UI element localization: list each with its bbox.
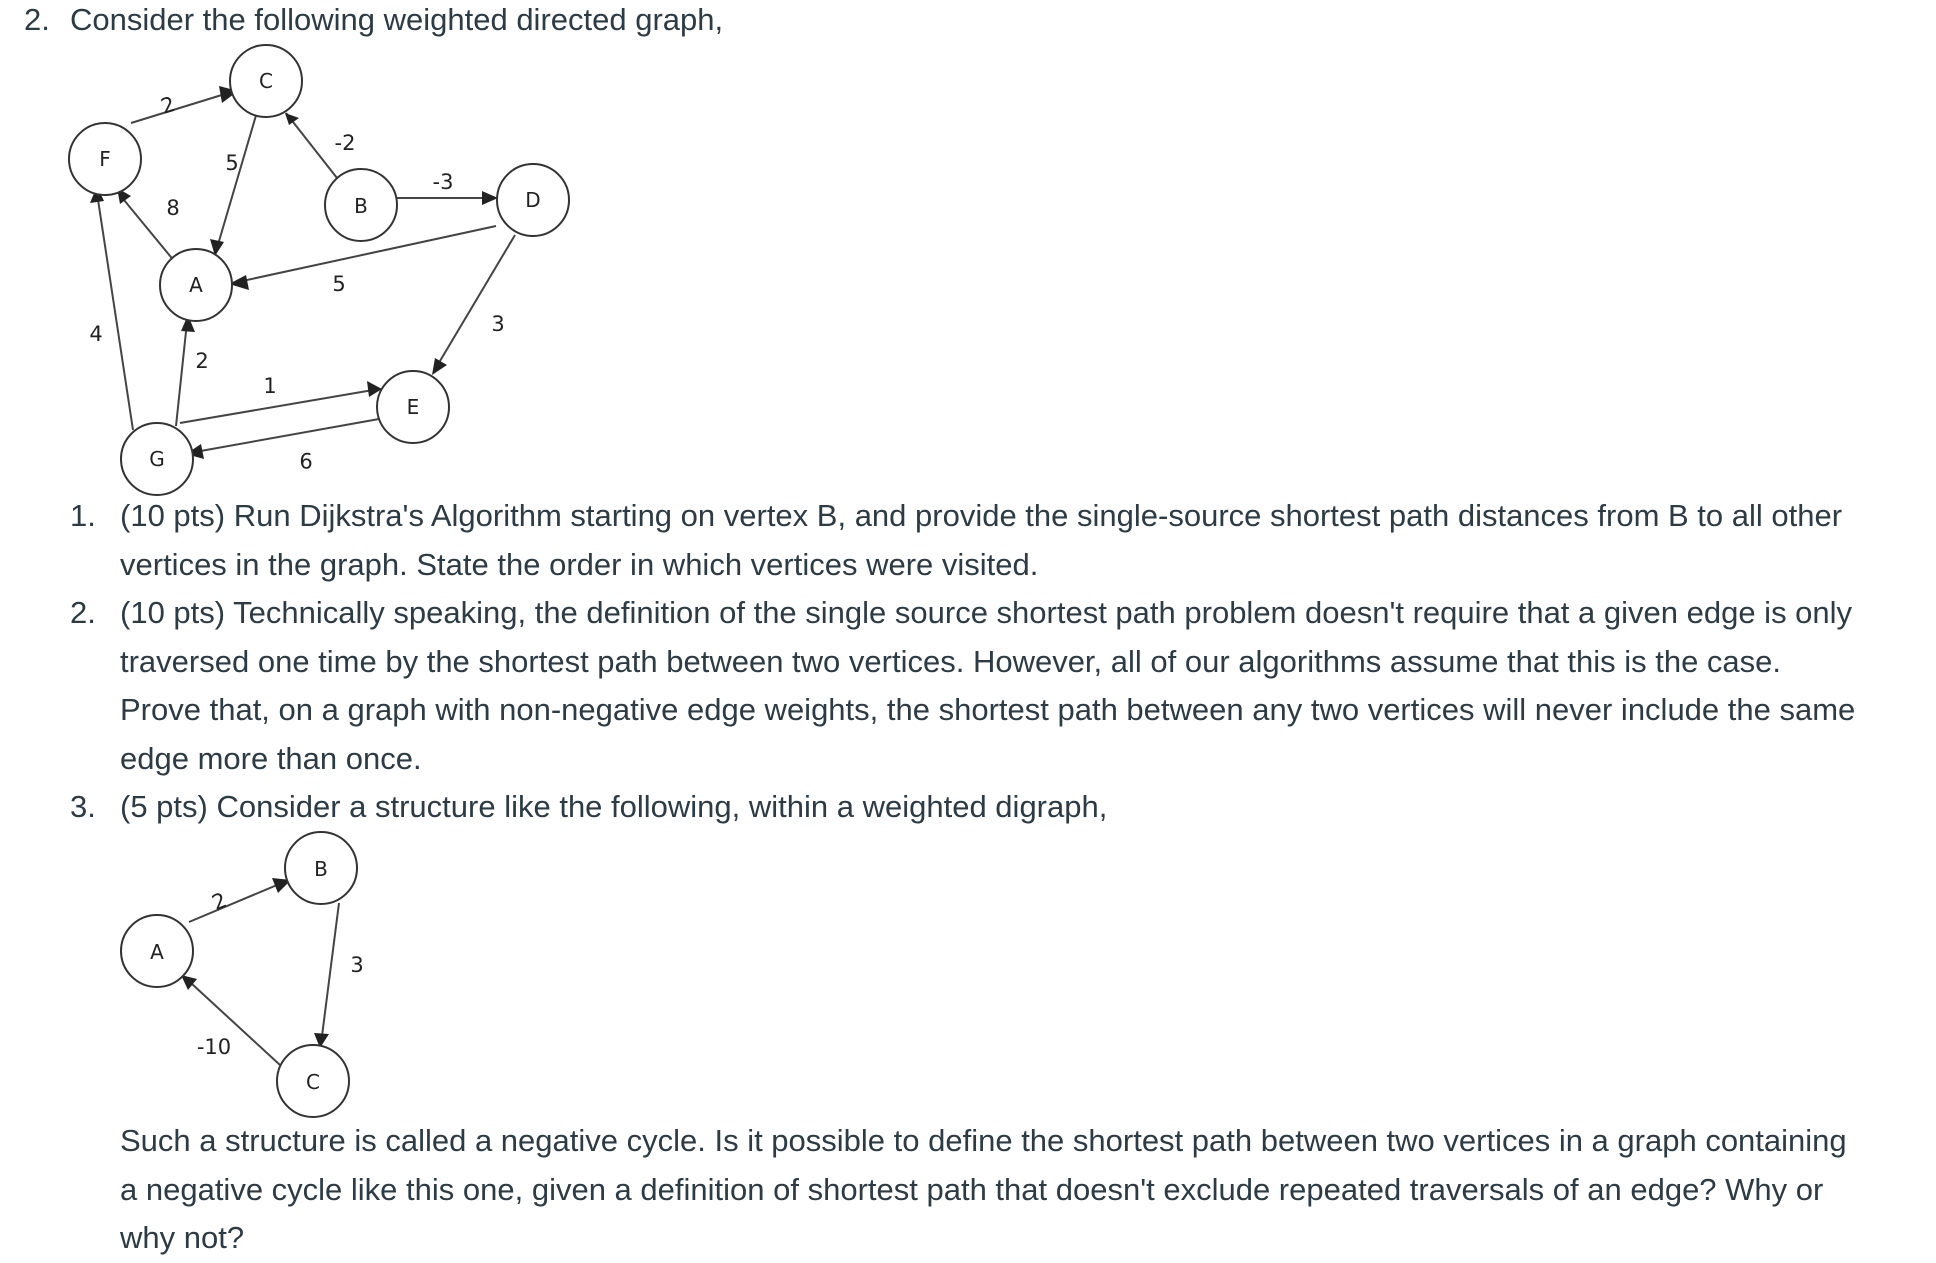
node-label-b: B	[354, 194, 368, 218]
graph1-node-e	[377, 371, 449, 443]
subquestion-list	[70, 492, 1870, 832]
edge2-B-C	[322, 903, 339, 1036]
edge-C-A	[217, 112, 257, 248]
graph1-node-c	[230, 45, 302, 117]
edge-D-E	[437, 235, 515, 366]
graph2-node-b	[285, 832, 357, 904]
weight-G-E: 1	[263, 374, 277, 398]
subquestion-1-text: (10 pts) Run Dijkstra's Algorithm starting on vertex B, and provide the single-source shortest path distances from B to all other vertices in the graph. State the order in which vertices were visited.	[120, 498, 1843, 582]
question-number: 2.	[24, 2, 50, 37]
node-label-a: A	[189, 273, 203, 297]
weight2-B-C: 3	[350, 953, 364, 977]
weight-D-A: 5	[332, 272, 346, 296]
node2-label-a: A	[150, 940, 164, 964]
subquestion-1-number: 1.	[70, 498, 96, 533]
question-heading	[24, 0, 723, 40]
edge-G-F	[97, 193, 133, 430]
weight-C-A: 5	[225, 151, 239, 175]
arrowhead-B-D	[482, 191, 498, 205]
negative-cycle-question: Such a structure is called a negative cycle. Is it possible to define the shortest path between two vertices in a graph containing a negative cycle like this one, given a definition of shortest path that doesn't exclude repeated traversals of an edge? Why or why not?	[120, 1123, 1847, 1255]
node2-label-b: B	[314, 857, 328, 881]
subquestion-3-text: (5 pts) Consider a structure like the following, within a weighted digraph,	[120, 789, 1108, 824]
weight-G-A: 2	[195, 349, 209, 373]
node-label-f: F	[99, 147, 111, 171]
graph1-node-a	[160, 249, 232, 321]
weight-E-G: 9	[299, 448, 313, 472]
graph1-node-d	[497, 164, 569, 236]
graph2-arrowheads	[181, 878, 329, 1048]
weight2-A-B: 2	[208, 887, 231, 916]
edge-F-C	[131, 91, 225, 123]
edge-E-G	[195, 419, 379, 452]
edge-G-A	[176, 322, 187, 426]
graph2-node-c	[277, 1045, 349, 1117]
node-label-g: G	[149, 447, 165, 471]
subquestion-1	[70, 492, 1870, 589]
question-heading-text: Consider the following weighted directed graph,	[70, 2, 724, 37]
weight-A-F: 8	[166, 196, 180, 220]
graph1-node-g	[121, 423, 193, 495]
graph2-node-a	[121, 915, 193, 987]
node-label-c: C	[259, 69, 273, 93]
graph2-weights	[197, 888, 364, 1059]
weight2-C-A: -10	[196, 1035, 232, 1059]
weight-G-F: 4	[89, 322, 103, 346]
weight-B-D: -3	[432, 170, 454, 194]
node-label-e: E	[406, 395, 420, 419]
graph1-node-f	[69, 123, 141, 195]
weight-D-E: 3	[491, 312, 505, 336]
arrowhead-B-C	[285, 113, 299, 125]
negative-cycle-graph	[0, 830, 420, 1120]
weighted-digraph	[0, 40, 600, 500]
weight-F-C: 2	[158, 91, 178, 119]
subquestion-3-number: 3.	[70, 789, 96, 824]
node-label-d: D	[525, 188, 541, 212]
graph1-node-b	[325, 169, 397, 241]
subquestion-3	[70, 783, 1870, 832]
subquestion-2	[70, 589, 1870, 783]
weight-B-C: -2	[334, 131, 356, 155]
graph1-edges	[97, 91, 515, 452]
edge2-A-B	[189, 885, 277, 922]
subquestion-2-text: (10 pts) Technically speaking, the definition of the single source shortest path problem doesn't require that a given edge is only traversed one time by the shortest path between two vertices. However, all of our algorithms assume that this is the case. Prove that, on a graph with non-negative edge weights, the shortest path between any two vertices will never include the same edge more than once.	[120, 595, 1856, 776]
edge-B-C	[286, 113, 337, 178]
subquestion-2-number: 2.	[70, 595, 96, 630]
node2-label-c: C	[306, 1070, 320, 1094]
